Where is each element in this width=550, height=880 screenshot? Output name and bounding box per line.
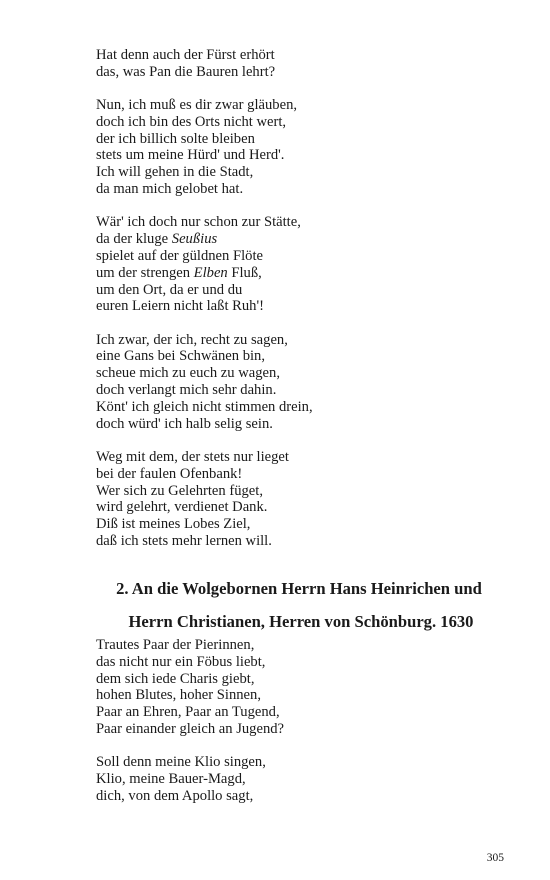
poem-line	[96, 449, 516, 466]
poem-line	[96, 147, 516, 164]
line-text: um den Ort, da er und du	[96, 281, 243, 298]
poem-heading-line-1: 2. An die Wolgebornen Herrn Hans Heinrichen und	[116, 579, 482, 598]
line-text: Ich will gehen in die Stadt,	[96, 164, 254, 181]
line-text: Klio, meine Bauer-Magd,	[96, 771, 246, 788]
stanza	[96, 754, 516, 804]
poem-line	[96, 483, 516, 500]
poem-line	[96, 97, 516, 114]
line-text: Trautes Paar der Pierinnen,	[96, 637, 255, 653]
poem-line	[96, 231, 516, 248]
line-text: bei der faulen Ofenbank!	[96, 465, 243, 482]
line-text: dich, von dem Apollo sagt,	[96, 787, 254, 804]
line-text: Diß ist meines Lobes Ziel,	[96, 516, 251, 533]
poem-line	[96, 298, 516, 315]
line-text: eine Gans bei Schwänen bin,	[96, 348, 265, 365]
line-text: der ich billich solte bleiben	[96, 130, 255, 147]
poem-line	[96, 382, 516, 399]
line-text: Weg mit dem, der stets nur lieget	[96, 448, 289, 465]
poem-line	[96, 365, 516, 382]
line-text: da der kluge	[96, 231, 172, 248]
poem-line	[96, 671, 516, 688]
poem-line	[96, 282, 516, 299]
line-text: um der strengen	[96, 264, 194, 281]
poem-line	[96, 499, 516, 516]
line-text: dem sich iede Charis giebt,	[96, 670, 255, 687]
poem-line	[96, 788, 516, 805]
poem-line	[96, 533, 516, 550]
line-text: doch ich bin des Orts nicht wert,	[96, 113, 287, 130]
line-text: stets um meine Hürd' und Herd'.	[96, 147, 285, 164]
line-text: Wär' ich doch nur schon zur Stätte,	[96, 214, 301, 231]
poem-line	[96, 265, 516, 282]
line-text: das nicht nur ein Föbus liebt,	[96, 653, 266, 670]
line-text: Paar an Ehren, Paar an Tugend,	[96, 704, 280, 721]
italic-name: Elben	[193, 264, 228, 281]
poem-line	[96, 332, 516, 349]
poem-line	[96, 399, 516, 416]
italic-name: Seußius	[171, 231, 218, 248]
line-text: doch verlangt mich sehr dahin.	[96, 382, 277, 399]
line-text: das, was Pan die Bauren lehrt?	[96, 63, 276, 80]
stanza	[96, 332, 516, 433]
poem-line	[96, 131, 516, 148]
poem-line	[96, 248, 516, 265]
line-text: Ich zwar, der ich, recht zu sagen,	[96, 331, 288, 348]
poem-line	[96, 47, 516, 64]
poem-line	[96, 466, 516, 483]
stanza	[96, 449, 516, 550]
poem-line	[96, 721, 516, 738]
page-number: 305	[486, 852, 504, 864]
line-text: hohen Blutes, hoher Sinnen,	[96, 687, 261, 704]
line-text: daß ich stets mehr lernen will.	[96, 532, 272, 549]
line-text: Könt' ich gleich nicht stimmen drein,	[96, 398, 313, 415]
poem-line	[96, 114, 516, 131]
poem-line	[96, 637, 516, 654]
poem-line	[96, 348, 516, 365]
stanza	[96, 97, 516, 198]
stanza	[96, 214, 516, 315]
stanza	[96, 637, 516, 738]
poem-section-2	[96, 637, 516, 821]
poem-heading-line-2: Herrn Christianen, Herren von Schönburg. 1630	[128, 612, 474, 631]
line-text: wird gelehrt, verdienet Dank.	[96, 499, 268, 516]
line-text: da man mich gelobet hat.	[96, 181, 244, 198]
stanza	[96, 47, 516, 81]
poem-line	[96, 516, 516, 533]
poem-line	[96, 754, 516, 771]
poem-line	[96, 654, 516, 671]
poem-line	[96, 181, 516, 198]
poem-line	[96, 704, 516, 721]
poem-line	[96, 164, 516, 181]
line-text: Soll denn meine Klio singen,	[96, 754, 266, 771]
line-text: Paar einander gleich an Jugend?	[96, 720, 285, 737]
line-text: euren Leiern nicht laßt Ruh'!	[96, 298, 264, 315]
line-text: Wer sich zu Gelehrten füget,	[96, 482, 263, 499]
line-text: Hat denn auch der Fürst erhört	[96, 47, 275, 63]
poem-line	[96, 416, 516, 433]
line-text: scheue mich zu euch zu wagen,	[96, 365, 280, 382]
line-text: doch würd' ich halb selig sein.	[96, 415, 273, 432]
poem-section-1	[96, 47, 516, 566]
poem-line	[96, 771, 516, 788]
poem-line	[96, 214, 516, 231]
line-text: Nun, ich muß es dir zwar gläuben,	[96, 97, 298, 114]
poem-line	[96, 687, 516, 704]
line-text: Fluß,	[227, 264, 262, 281]
poem-line	[96, 64, 516, 81]
line-text: spielet auf der güldnen Flöte	[96, 247, 263, 264]
